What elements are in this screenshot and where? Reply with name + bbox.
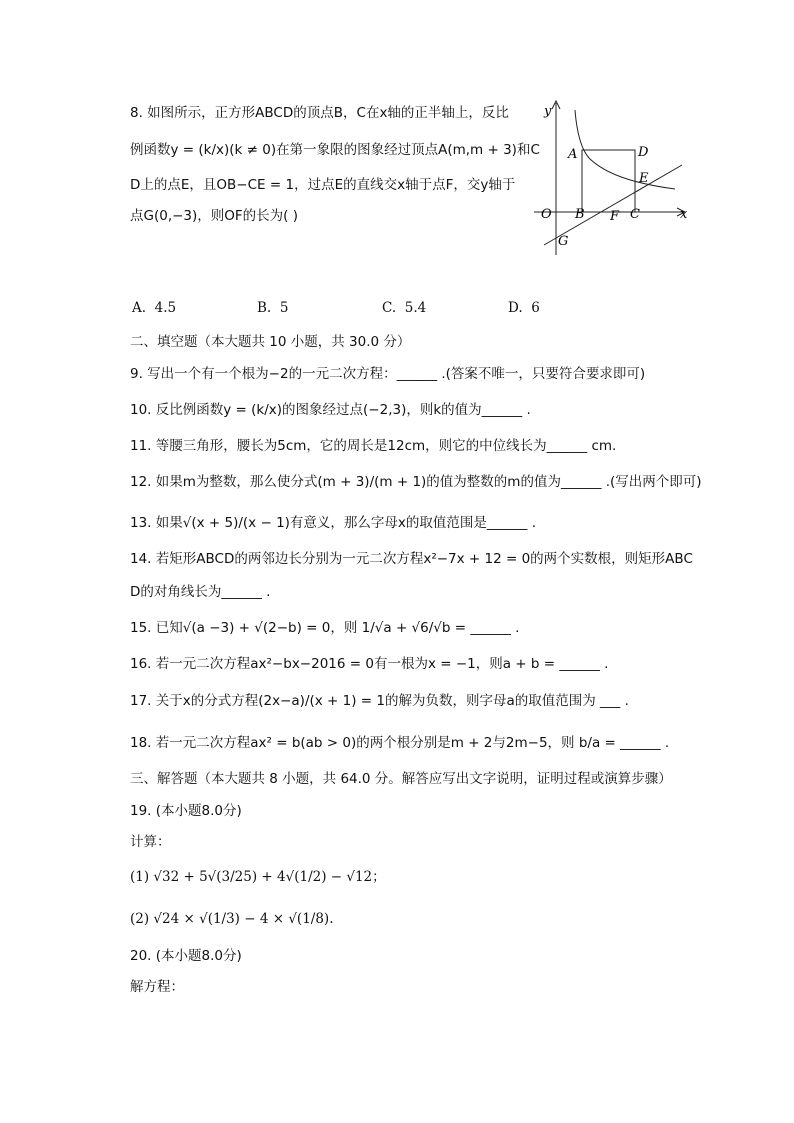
choice-d-letter: D. — [508, 300, 523, 316]
label-f: F — [610, 209, 620, 224]
label-g: G — [558, 234, 569, 249]
choice-a-value: 4.5 — [154, 300, 177, 316]
label-a: A — [568, 147, 578, 162]
q8-line-1: 8. 如图所示，正方形ABCD的顶点B，C在x轴的正半轴上，反比 — [130, 105, 509, 121]
question-20-title: 20. (本小题8.0分) — [130, 948, 242, 964]
question-17: 17. 关于x的分式方程(2x−a)/(x + 1) = 1的解为负数，则字母a的取值范围为 ___ . — [130, 693, 629, 709]
choice-a — [132, 300, 176, 316]
section-solve-title: 三、解答题（本大题共 8 小题，共 64.0 分。解答应写出文字说明，证明过程或演算步骤） — [130, 771, 672, 787]
choice-c-letter: C. — [382, 300, 397, 316]
question-12: 12. 如果m为整数，那么使分式(m + 3)/(m + 1)的值为整数的m的值为______ .(写出两个即可) — [130, 474, 702, 490]
question-13: 13. 如果√(x + 5)/(x − 1)有意义，那么字母x的取值范围是______ . — [130, 515, 536, 531]
question-9: 9. 写出一个有一个根为−2的一元二次方程：______ .(答案不唯一，只要符合要求即可) — [130, 366, 646, 382]
choice-b-value: 5 — [279, 300, 289, 316]
choice-c — [382, 300, 426, 316]
section-fill-in-title: 二、填空题（本大题共 10 小题，共 30.0 分） — [130, 334, 411, 350]
line-ge — [544, 165, 682, 245]
question-14-line-2: D的对角线长为______ . — [130, 584, 271, 600]
label-x: x — [680, 207, 688, 222]
q8-figure — [530, 95, 700, 260]
choice-b — [257, 300, 288, 316]
question-19-part-2: (2) √24 × √(1/3) − 4 × √(1/8). — [130, 911, 334, 927]
label-d: D — [638, 145, 649, 160]
label-o: O — [541, 207, 552, 222]
question-18: 18. 若一元二次方程ax² = b(ab > 0)的两个根分别是m + 2与2m−5，则 b/a = ______ . — [130, 735, 670, 751]
question-11: 11. 等腰三角形，腰长为5cm，它的周长是12cm，则它的中位线长为______ cm. — [130, 438, 617, 454]
q8-line-2: 例函数y = (k/x)(k ≠ 0)在第一象限的图象经过顶点A(m,m + 3)和C — [130, 142, 540, 158]
question-14-line-1: 14. 若矩形ABCD的两邻边长分别为一元二次方程x²−7x + 12 = 0的两个实数根，则矩形ABC — [130, 551, 693, 567]
question-19-part-1: (1) √32 + 5√(3/25) + 4√(1/2) − √12； — [130, 869, 386, 885]
label-c: C — [630, 207, 640, 222]
choice-d — [508, 300, 540, 316]
choice-b-letter: B. — [257, 300, 272, 316]
question-20-intro: 解方程： — [130, 979, 184, 995]
label-y: y — [544, 104, 552, 119]
question-16: 16. 若一元二次方程ax²−bx−2016 = 0有一根为x = −1，则a + b = ______ . — [130, 656, 609, 672]
q8-line-4: 点G(0,−3)，则OF的长为( ) — [130, 208, 298, 224]
choice-c-value: 5.4 — [404, 300, 427, 316]
question-15: 15. 已知√(a −3) + √(2−b) = 0，则 1/√a + √6/√b = ______ . — [130, 620, 520, 636]
label-e: E — [639, 171, 649, 186]
choice-d-value: 6 — [531, 300, 540, 316]
choice-a-letter: A. — [132, 300, 147, 316]
q8-line-3: D上的点E，且OB−CE = 1，过点E的直线交x轴于点F，交y轴于 — [130, 177, 516, 193]
question-19-title: 19. (本小题8.0分) — [130, 803, 242, 819]
question-10: 10. 反比例函数y = (k/x)的图象经过点(−2,3)，则k的值为______ . — [130, 402, 531, 418]
question-19-intro: 计算： — [130, 834, 171, 850]
label-b: B — [575, 207, 585, 222]
